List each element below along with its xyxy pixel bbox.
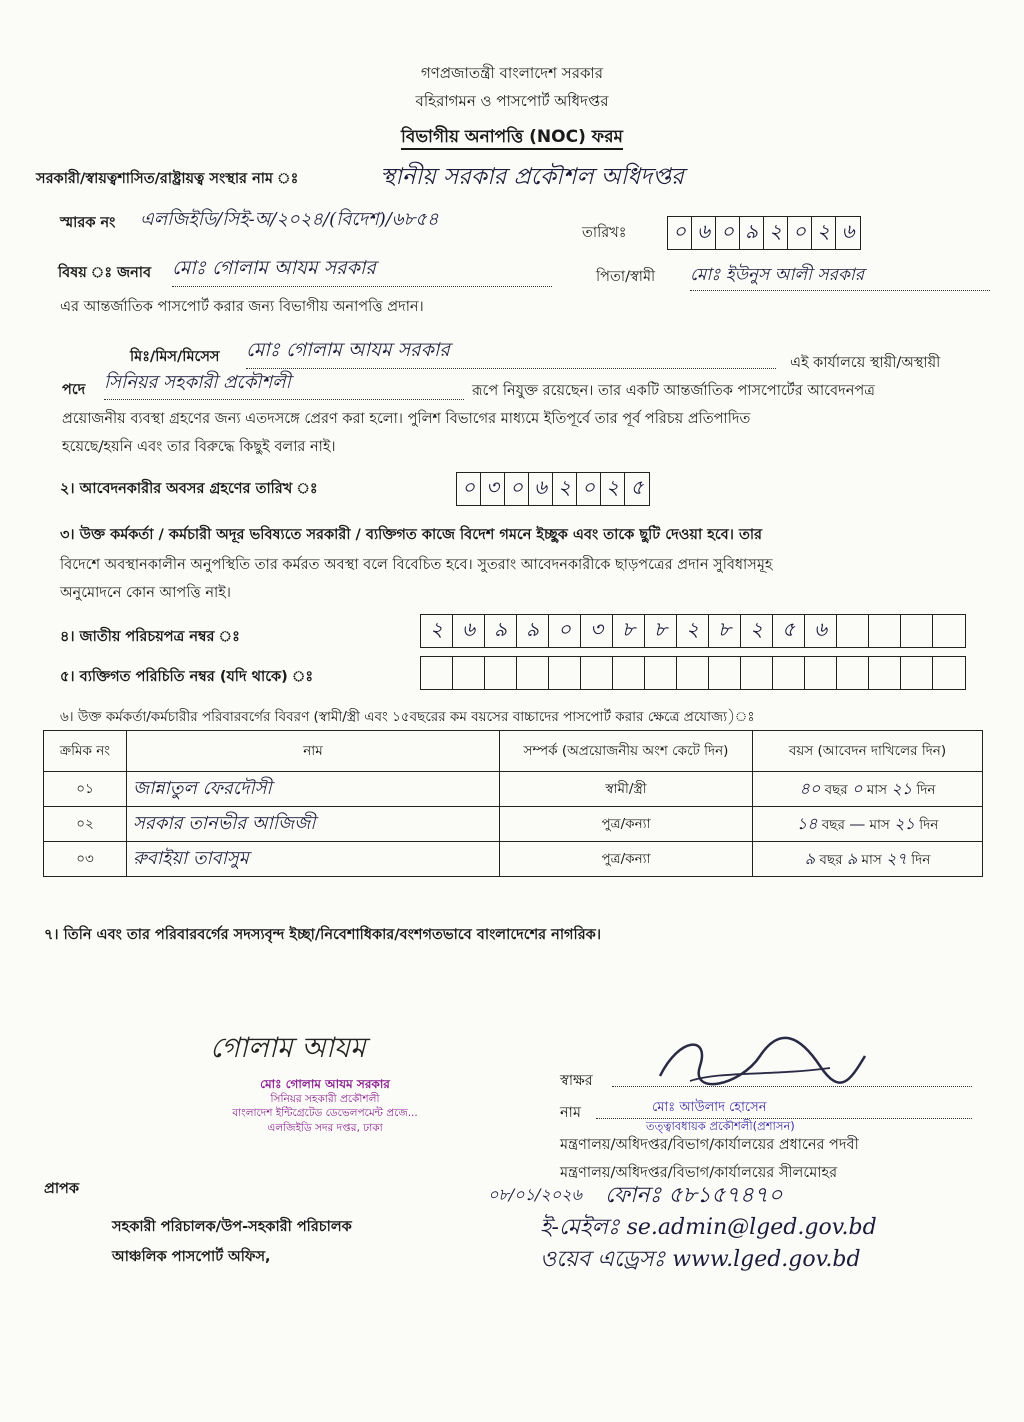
family-row [44,842,983,877]
nid-digit [901,615,933,647]
father-value: মোঃ ইউনুস আলী সরকার [690,262,990,291]
family-row [44,807,983,842]
stamp-line3: এলজিইডি সদর দপ্তর, ঢাকা [267,1121,383,1134]
pid-digit [421,657,453,689]
office-label: সরকারী/স্বায়ত্বশাসিত/রাষ্ট্রায়ত্ব সংস্থার নাম ঃ [36,171,299,187]
pid-digit [933,657,965,689]
sign-label: স্বাক্ষর [560,1073,593,1089]
date-digit: ২ [601,473,625,505]
pid-digit [773,657,805,689]
date-digit: ৬ [529,473,553,505]
row-name: রুবাইয়া তাবাসুম [127,842,500,877]
date-digit: ০ [577,473,601,505]
email-note: ই-মেইলঃ se.admin@lged.gov.bd [540,1215,877,1240]
row-name: সরকার তানভীর আজিজী [127,807,500,842]
family-row [44,772,983,807]
recipient-line2: আঞ্চলিক পাসপোর্ট অফিস, [112,1249,271,1265]
phone-note: ফোনঃ ৫৮১৫৭৪৭০ [605,1183,783,1208]
row-age: ৪০ বছর ০ মাস ২১ দিন [753,772,983,807]
designation-stamp: তত্ত্বাবধায়ক প্রকৌশলী(প্রশাসন) [646,1119,795,1133]
col-name: নাম [127,731,500,772]
pid-digit [741,657,773,689]
left-signature: গোলাম আযম [210,1031,366,1064]
date-digit: ২ [553,473,577,505]
salutation: মিঃ/মিস/মিসেস [130,349,220,365]
family-table [43,730,983,877]
pid-digit [837,657,869,689]
date-digit: ৬ [692,217,716,249]
sign-line [612,1086,972,1087]
date-digit: ০ [457,473,481,505]
date-digit: ৫ [630,474,644,499]
father-label: পিতা/স্বামী [596,269,656,285]
department-title: বহিরাগমন ও পাসপোর্ট অধিদপ্তর [415,92,609,110]
nid-digit [837,615,869,647]
stamp-line2: বাংলাদেশ ইন্টিগ্রেটেড ডেভেলপমেন্ট প্রজে... [232,1107,418,1120]
memo-date-label: তারিখঃ [582,225,627,241]
recipient-line1: সহকারী পরিচালক/উপ-সহকারী পরিচালক [112,1219,352,1235]
nid-digit: ৮ [613,615,645,647]
nid-digit: ২ [741,615,773,647]
pid-digit [549,657,581,689]
personal-id-label: ৫। ব্যক্তিগত পরিচিতি নম্বর (যদি থাকে) ঃ [60,669,314,685]
personal-id-boxes [420,656,966,690]
post-label: পদে [62,382,86,398]
pid-digit [901,657,933,689]
body-text1: রূপে নিযুক্ত রয়েছেন। তার একটি আন্তর্জাতিক পাসপোর্টের আবেদনপত্র [472,383,875,399]
row-serial: ০৩ [44,842,127,877]
nid-label: ৪। জাতীয় পরিচয়পত্র নম্বর ঃ [60,629,240,645]
nid-digit: ৬ [453,615,485,647]
nid-digit [869,615,901,647]
form-title: বিভাগীয় অনাপত্তি (NOC) ফরম [0,124,1024,152]
government-title: গণপ্রজাতন্ত্রী বাংলাদেশ সরকার [420,64,604,82]
row-name: জান্নাতুল ফেরদৌসী [127,772,500,807]
nid-digit [933,615,965,647]
post-value: সিনিয়র সহকারী প্রকৌশলী [104,368,464,400]
subject-name: মোঃ গোলাম আযম সরকার [172,254,552,287]
pid-digit [613,657,645,689]
row-age: ৯ বছর ৯ মাস ২৭ দিন [753,842,983,877]
col-serial: ক্রমিক নং [44,731,127,772]
date-digit: ০ [788,217,812,249]
pid-digit [517,657,549,689]
date-digit: ৬ [841,218,855,243]
date-digit: ৩ [481,473,505,505]
item3-line3: অনুমোদনে কোন আপত্তি নাই। [60,585,231,601]
nid-digit: ৬ [805,615,837,647]
row-serial: ০১ [44,772,127,807]
nid-digit: ৩ [581,615,613,647]
date-digit: ০ [716,217,740,249]
seal-line: মন্ত্রণালয়/অধিদপ্তর/বিভাগ/কার্যালয়ের সীলমোহর [560,1165,838,1181]
family-label: ৬। উক্ত কর্মকর্তা/কর্মচারীর পরিবারবর্গের বিবরণ (স্বামী/স্ত্রী এবং ১৫বছরের কম বয়সের বাচ্চাদের পাসপোর্ট করার ক্ষেত্রে প্রযোজ্য)ঃ [60,709,755,725]
web-note: ওয়েব এড্রেসঃ www.lged.gov.bd [540,1247,861,1272]
pid-digit [709,657,741,689]
body-text2: প্রয়োজনীয় ব্যবস্থা গ্রহণের জন্য এতদসঙ্গে প্রেরণ করা হলো। পুলিশ বিভাগের মাধ্যমে ইতিপূর্বে তার পূর্ব পরিচয় প্রতিপাদিত [62,411,751,427]
date-digit: ০ [668,217,692,249]
nid-digit: ২ [677,615,709,647]
retirement-label: ২। আবেদনকারীর অবসর গ্রহণের তারিখ ঃ [60,481,318,497]
stamp-name: মোঃ গোলাম আযম সরকার [260,1077,390,1091]
row-relation: স্বামী/স্ত্রী [500,772,753,807]
name-stamp: মোঃ আউলাদ হোসেন [652,1100,767,1115]
office-tail: এই কার্যালয়ে স্থায়ী/অস্থায়ী [790,355,941,371]
nid-digit: ৮ [645,615,677,647]
recipient-label: প্রাপক [44,1181,80,1197]
row-relation: পুত্র/কন্যা [500,842,753,877]
memo-label: স্মারক নং [60,215,116,231]
right-signature [650,1026,870,1105]
hand-date: ০৮/০১/২০২৬ [488,1185,582,1204]
family-table-header [44,731,983,772]
nid-digit: ৫ [773,615,805,647]
nid-digit: ২ [421,615,453,647]
pid-digit [485,657,517,689]
pid-digit [677,657,709,689]
nid-digit: ৮ [709,615,741,647]
pid-digit [805,657,837,689]
col-relation: সম্পর্ক (অপ্রয়োজনীয় অংশ কেটে দিন) [500,731,753,772]
date-digit: ২ [764,217,788,249]
person-name: মোঃ গোলাম আযম সরকার [246,336,776,369]
date-digit: ৯ [740,217,764,249]
pid-digit [453,657,485,689]
col-age: বয়স (আবেদন দাখিলের দিন) [753,731,983,772]
pid-digit [645,657,677,689]
pid-digit [869,657,901,689]
retirement-date-boxes [456,472,650,506]
subject-label: বিষয় ঃ জনাব [58,265,152,281]
stamp-line1: সিনিয়র সহকারী প্রকৌশলী [270,1093,380,1106]
date-digit: ২ [812,217,836,249]
row-relation: পুত্র/কন্যা [500,807,753,842]
memo-value: এলজিইডি/সিই-অ/২০২৪/(বিদেশ)/৬৮৫৪ [140,209,439,230]
date-digit: ০ [505,473,529,505]
nid-digit: ৯ [517,615,549,647]
left-stamp [210,1076,440,1135]
nid-boxes [420,614,966,648]
nid-digit: ৯ [485,615,517,647]
item3-line2: বিদেশে অবস্থানকালীন অনুপস্থিতি তার কর্মরত অবস্থা বলে বিবেচিত হবে। সুতরাং আবেদনকারীকে ছাড়পত্রের প্রদান সুবিধাসমূহ [60,557,773,573]
office-value: স্থানীয় সরকার প্রকৌশল অধিদপ্তর [380,164,684,190]
ministry-line: মন্ত্রণালয়/অধিদপ্তর/বিভাগ/কার্যালয়ের প্রধানের পদবী [560,1137,859,1153]
citizenship-line: ৭। তিনি এবং তার পরিবারবর্গের সদস্যবৃন্দ ইচ্ছা/নিবেশাধিকার/বংশগতভাবে বাংলাদেশের নাগরিক। [44,927,602,943]
body-text3: হয়েছে/হয়নি এবং তার বিরুদ্ধে কিছুই বলার নাই। [62,439,336,455]
name-label: নাম [560,1105,581,1121]
row-serial: ০২ [44,807,127,842]
item3-line1: ৩। উক্ত কর্মকর্তা / কর্মচারী অদূর ভবিষ্যতে সরকারী / ব্যক্তিগত কাজে বিদেশ গমনে ইচ্ছুক এবং তাকে ছুটি দেওয়া হবে। তার [60,527,763,543]
pid-digit [581,657,613,689]
nid-digit: ০ [549,615,581,647]
subject-line2: এর আন্তর্জাতিক পাসপোর্ট করার জন্য বিভাগীয় অনাপত্তি প্রদান। [60,299,424,315]
row-age: ১৪ বছর — মাস ২১ দিন [753,807,983,842]
memo-date-boxes [667,216,861,250]
